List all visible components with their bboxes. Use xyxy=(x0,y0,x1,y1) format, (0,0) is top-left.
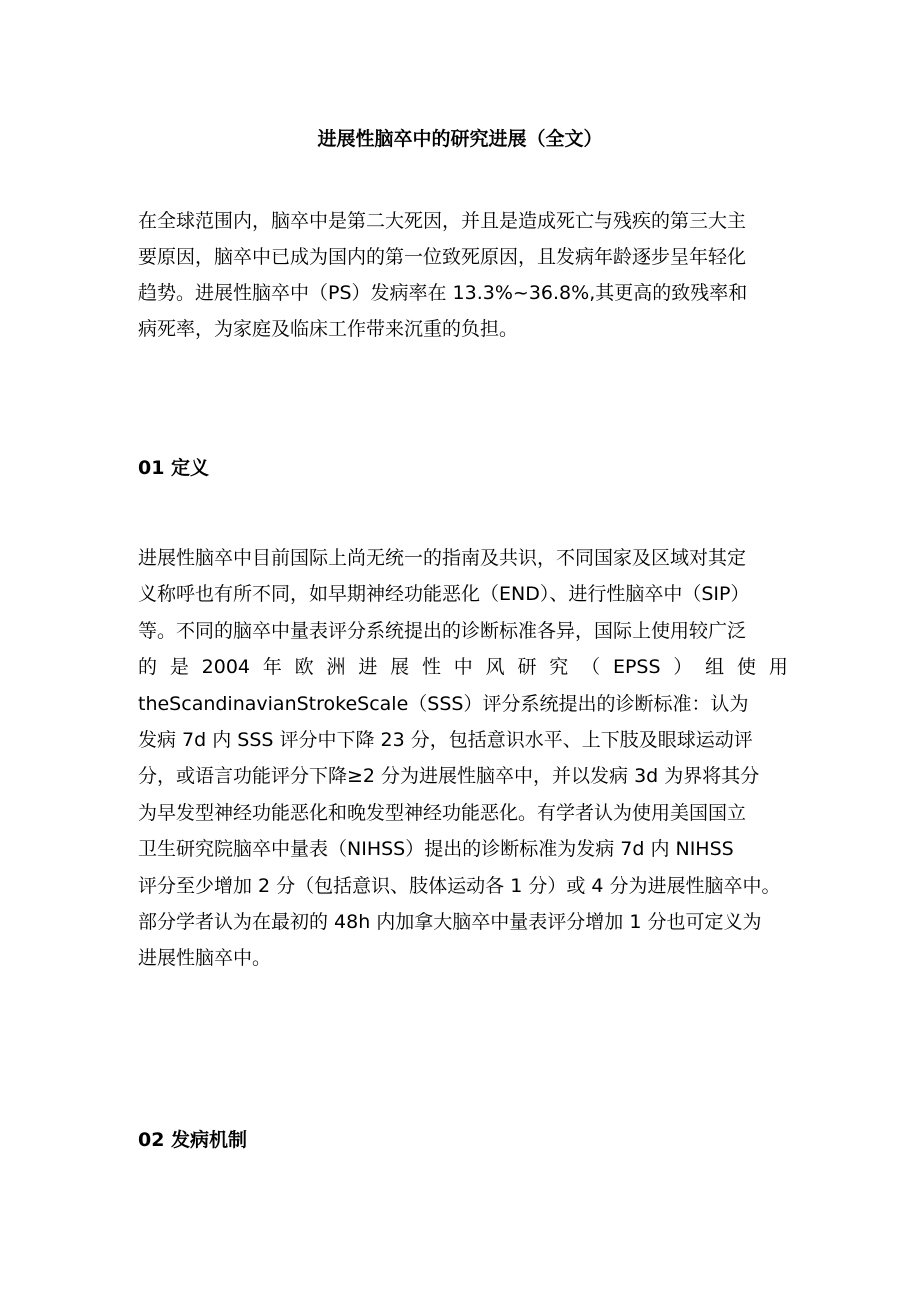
intro-paragraph xyxy=(138,203,788,347)
text-token: 研 xyxy=(517,656,537,679)
text-line: 分，或语言功能评分下降≥2 分为进展性脑卒中，并以发病 3d 为界将其分 xyxy=(138,765,760,788)
section-heading-pathogenesis: 02 发病机制 xyxy=(138,1129,248,1151)
text-token: 的 xyxy=(138,656,158,679)
text-line: 等。不同的脑卒中量表评分系统提出的诊断标准各异，国际上使用较广泛 xyxy=(138,619,747,642)
text-token: 风 xyxy=(485,656,505,679)
text-token: 组 xyxy=(705,656,725,679)
text-line: 在全球范围内，脑卒中是第二大死因，并且是造成死亡与残疾的第三大主 xyxy=(138,210,747,232)
text-token: 是 xyxy=(169,656,189,679)
text-line: 发病 7d 内 SSS 评分中下降 23 分，包括意识水平、上下肢及眼球运动评 xyxy=(138,728,753,751)
text-line: theScandinavianStrokeScale（SSS）评分系统提出的诊断标准：认为 xyxy=(138,692,749,715)
text-line: 进展性脑卒中目前国际上尚无统一的指南及共识，不同国家及区域对其定 xyxy=(138,547,747,569)
text-token: 年 xyxy=(262,656,282,679)
text-line: 义称呼也有所不同，如早期神经功能恶化（END）、进行性脑卒中（SIP） xyxy=(138,583,750,606)
text-line: 卫生研究院脑卒中量表（NIHSS）提出的诊断标准为发病 7d 内 NIHSS xyxy=(138,838,734,861)
text-line: 进展性脑卒中。 xyxy=(138,947,272,970)
text-line: 病死率，为家庭及临床工作带来沉重的负担。 xyxy=(138,318,519,340)
text-line: 趋势。进展性脑卒中（PS）发病率在 13.3%~36.8%,其更高的致残率和 xyxy=(138,282,748,304)
text-token: 中 xyxy=(453,656,473,679)
text-token: 使 xyxy=(737,656,757,679)
text-token: 展 xyxy=(390,656,410,679)
text-line: 评分至少增加 2 分（包括意识、肢体运动各 1 分）或 4 分为进展性脑卒中。 xyxy=(138,874,781,897)
definition-paragraph xyxy=(138,540,788,977)
text-line: 部分学者认为在最初的 48h 内加拿大脑卒中量表评分增加 1 分也可定义为 xyxy=(138,910,762,933)
text-token: 进 xyxy=(358,656,378,679)
text-token: 欧 xyxy=(294,656,314,679)
text-token: 究 xyxy=(549,656,569,679)
justified-text-line xyxy=(138,649,788,685)
text-token: EPSS xyxy=(612,656,661,679)
text-token: 洲 xyxy=(326,656,346,679)
text-token: ） xyxy=(673,656,693,679)
text-token: 性 xyxy=(421,656,441,679)
text-token: （ xyxy=(581,656,601,679)
text-line: 为早发型神经功能恶化和晚发型神经功能恶化。有学者认为使用美国国立 xyxy=(138,801,747,824)
section-heading-definition: 01 定义 xyxy=(138,457,210,479)
text-line: 要原因，脑卒中已成为国内的第一位致死原因，且发病年龄逐步呈年轻化 xyxy=(138,246,747,268)
document-title: 进展性脑卒中的研究进展（全文） xyxy=(317,128,603,150)
text-token: 用 xyxy=(768,656,788,679)
text-token: 2004 xyxy=(201,656,251,679)
